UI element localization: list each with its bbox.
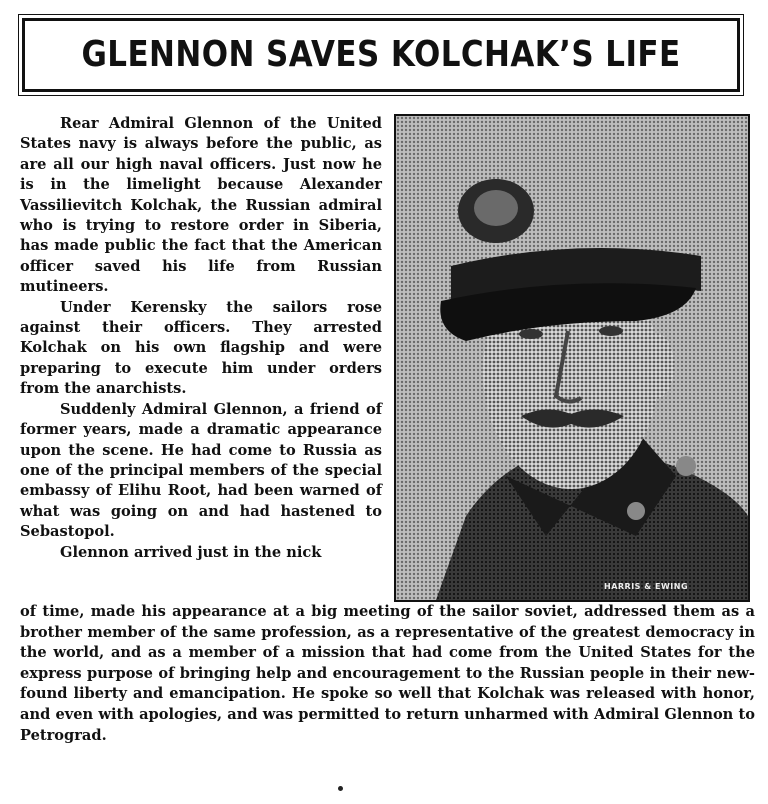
article-paragraph-3: Suddenly Admiral Glennon, a friend of former years, made a dramatic appearance upon the scene. He had come to Russia as one of the principal members of the special embassy of Elihu Root, had been warned of what was going on and had hastened to Sebastopol. xyxy=(20,400,382,541)
portrait-illustration xyxy=(396,116,748,600)
headline: GLENNON SAVES KOLCHAK’S LIFE xyxy=(81,34,681,75)
article-column-left xyxy=(20,114,382,563)
article-paragraph-4-start: Glennon arrived just in the nick xyxy=(60,543,322,561)
portrait-photo xyxy=(394,114,750,602)
article-paragraph-2: Under Kerensky the sailors rose against their officers. They arrested Kolchak on his own flagship and were preparing to execute him under orders from the anarchists. xyxy=(20,298,382,398)
headline-box xyxy=(22,18,740,92)
print-speck xyxy=(338,786,343,791)
article-column-wide xyxy=(20,602,755,746)
article-paragraph-1: Rear Admiral Glennon of the United States navy is always before the public, as are all our high naval officers. Just now he is in the limelight because Alexander Vassilievitch Kolchak, the Russian admiral who is trying to restore order in Siberia, has made public the fact that the American officer saved his life from Russian mutineers. xyxy=(20,115,382,296)
photo-credit: HARRIS & EWING xyxy=(604,582,689,591)
article-paragraph-4-rest: of time, made his appearance at a big meeting of the sailor soviet, addressed them as a brother member of the same profession, as a representative of the greatest democracy in the world, and as a member of a mission that had come from the United States for the express purpose of bringing help and encouragement to the Russian people in their new-found liberty and emancipation. He spoke so well that Kolchak was released with honor, and even with apologies, and was permitted to return unharmed with Admiral Glennon to Petrograd. xyxy=(20,603,755,744)
